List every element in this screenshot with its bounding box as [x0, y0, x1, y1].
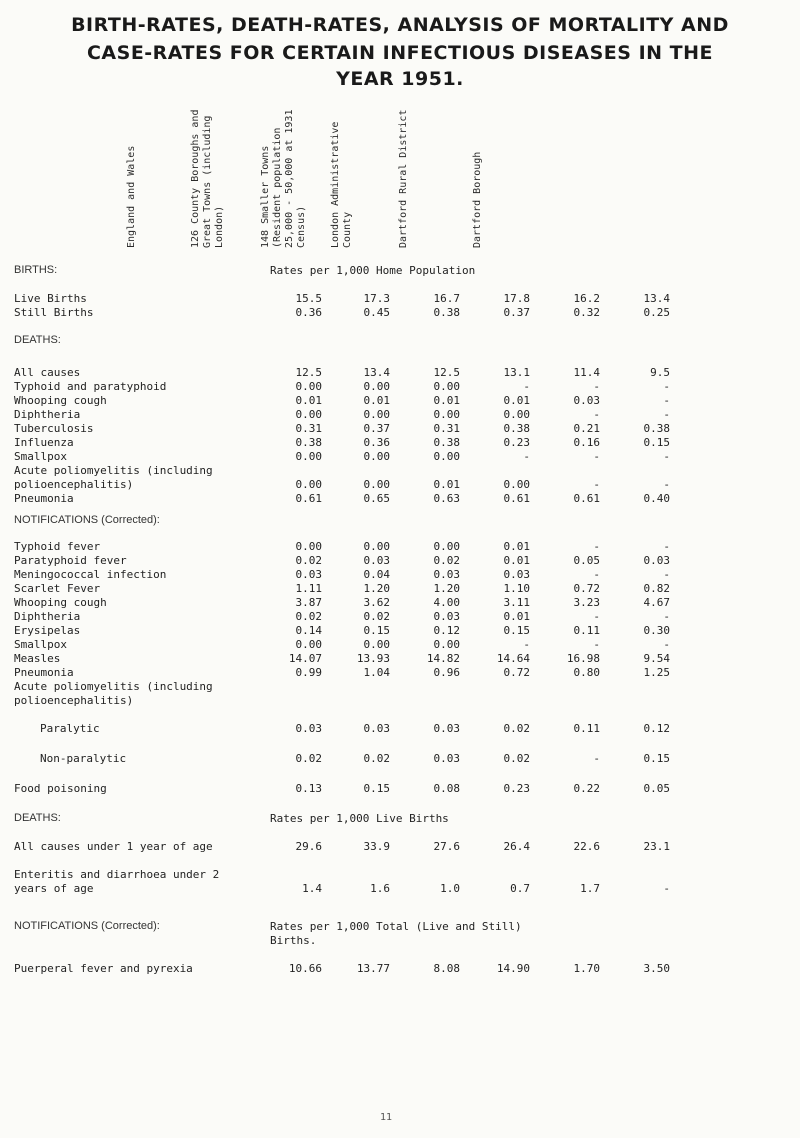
table-cell: -	[663, 394, 670, 407]
table-cell: 26.4	[503, 840, 530, 853]
table-cell: 11.4	[573, 366, 600, 379]
table-cell: 0.03	[433, 610, 460, 623]
table-cell: 0.00	[433, 540, 460, 553]
table-cell: 0.15	[363, 624, 390, 637]
table-cell: 0.03	[643, 554, 670, 567]
row-label: Diphtheria	[14, 408, 81, 421]
table-cell: 0.00	[433, 380, 460, 393]
column-headers	[0, 98, 800, 258]
deaths-rate-note: Rates per 1,000 Live Births	[270, 812, 449, 825]
table-cell: 0.30	[643, 624, 670, 637]
row-label: Typhoid and paratyphoid	[14, 380, 167, 393]
table-cell: 16.98	[566, 652, 600, 665]
table-cell: 0.04	[363, 568, 390, 581]
row-label: polioencephalitis)	[14, 694, 134, 707]
table-cell: 14.64	[496, 652, 530, 665]
section-deaths-infant: DEATHS:	[14, 812, 61, 824]
table-cell: 0.01	[295, 394, 322, 407]
table-cell: 0.22	[573, 782, 600, 795]
column-header-smaller-towns: 148 Smaller Towns (Resident population 25,000 - 50,000 at 1931 Census)	[260, 109, 307, 248]
table-cell: 17.8	[503, 292, 530, 305]
table-cell: 0.38	[433, 436, 460, 449]
table-cell: 0.03	[363, 722, 390, 735]
table-cell: 4.00	[433, 596, 460, 609]
table-cell: 0.03	[503, 568, 530, 581]
row-label: Non-paralytic	[40, 752, 127, 765]
table-cell: -	[663, 478, 670, 491]
births-rate-note: Rates per 1,000 Home Population	[270, 264, 476, 277]
table-cell: 14.07	[288, 652, 322, 665]
table-cell: 0.61	[295, 492, 322, 505]
table-cell: -	[663, 450, 670, 463]
row-label: Smallpox	[14, 638, 67, 651]
table-cell: 0.02	[503, 722, 530, 735]
page-number: 11	[380, 1112, 393, 1123]
table-cell: 14.90	[496, 962, 530, 975]
row-label: Pneumonia	[14, 492, 74, 505]
table-cell: 0.38	[503, 422, 530, 435]
row-label: Enteritis and diarrhoea under 2	[14, 868, 220, 881]
table-cell: -	[593, 752, 600, 765]
table-cell: 0.37	[503, 306, 530, 319]
table-cell: 33.9	[363, 840, 390, 853]
title-line-3: YEAR 1951.	[336, 68, 464, 90]
table-cell: 13.4	[363, 366, 390, 379]
table-cell: 0.03	[573, 394, 600, 407]
table-cell: 17.3	[363, 292, 390, 305]
table-cell: 0.02	[433, 554, 460, 567]
table-cell: 0.01	[503, 540, 530, 553]
table-cell: 0.82	[643, 582, 670, 595]
table-cell: -	[663, 380, 670, 393]
table-cell: 0.96	[433, 666, 460, 679]
table-cell: 0.03	[433, 752, 460, 765]
row-label: polioencephalitis)	[14, 478, 134, 491]
column-header-dartford-rural: Dartford Rural District	[398, 109, 409, 248]
table-cell: 0.00	[295, 408, 322, 421]
table-cell: 0.02	[363, 752, 390, 765]
table-cell: 0.63	[433, 492, 460, 505]
table-cell: 0.21	[573, 422, 600, 435]
table-cell: 1.20	[433, 582, 460, 595]
section-births: BIRTHS:	[14, 264, 58, 276]
table-cell: 9.54	[643, 652, 670, 665]
table-cell: -	[663, 638, 670, 651]
table-cell: 0.05	[573, 554, 600, 567]
table-cell: 0.01	[433, 478, 460, 491]
row-label: Food poisoning	[14, 782, 107, 795]
table-cell: 0.72	[503, 666, 530, 679]
row-label: years of age	[14, 882, 94, 895]
table-cell: 0.01	[503, 610, 530, 623]
row-label: Influenza	[14, 436, 74, 449]
table-cell: 0.00	[433, 408, 460, 421]
table-cell: 3.87	[295, 596, 322, 609]
table-cell: -	[663, 408, 670, 421]
table-cell: 0.80	[573, 666, 600, 679]
column-header-england-wales: England and Wales	[126, 145, 137, 248]
table-cell: 0.11	[573, 722, 600, 735]
row-label: Acute poliomyelitis (including	[14, 464, 213, 477]
table-cell: 3.11	[503, 596, 530, 609]
table-cell: 10.66	[288, 962, 322, 975]
table-cell: -	[593, 540, 600, 553]
table-cell: 0.12	[643, 722, 670, 735]
row-label: Paratyphoid fever	[14, 554, 127, 567]
table-cell: 0.00	[363, 380, 390, 393]
table-cell: 15.5	[295, 292, 322, 305]
row-label: Typhoid fever	[14, 540, 101, 553]
row-label: Puerperal fever and pyrexia	[14, 962, 193, 975]
table-cell: -	[593, 478, 600, 491]
table-cell: 0.15	[643, 752, 670, 765]
table-cell: 0.02	[295, 610, 322, 623]
table-cell: 27.6	[433, 840, 460, 853]
table-cell: 13.93	[356, 652, 390, 665]
table-cell: 3.23	[573, 596, 600, 609]
table-cell: 1.04	[363, 666, 390, 679]
table-cell: 0.01	[503, 554, 530, 567]
table-cell: 29.6	[295, 840, 322, 853]
table-cell: 0.16	[573, 436, 600, 449]
table-cell: 22.6	[573, 840, 600, 853]
table-cell: 0.72	[573, 582, 600, 595]
column-header-dartford-borough: Dartford Borough	[472, 151, 483, 248]
table-cell: 0.11	[573, 624, 600, 637]
table-cell: 0.15	[643, 436, 670, 449]
table-cell: 0.61	[573, 492, 600, 505]
table-cell: 0.00	[363, 478, 390, 491]
table-cell: 0.02	[363, 610, 390, 623]
row-label: Pneumonia	[14, 666, 74, 679]
title-line-1: BIRTH-RATES, DEATH-RATES, ANALYSIS OF MORTALITY AND	[71, 14, 729, 36]
table-cell: 14.82	[426, 652, 460, 665]
table-cell: 3.62	[363, 596, 390, 609]
table-cell: 16.7	[433, 292, 460, 305]
row-label: Whooping cough	[14, 596, 107, 609]
table-cell: 0.45	[363, 306, 390, 319]
table-cell: 0.31	[433, 422, 460, 435]
table-cell: 23.1	[643, 840, 670, 853]
table-cell: 1.11	[295, 582, 322, 595]
table-cell: 0.05	[643, 782, 670, 795]
table-cell: 0.23	[503, 436, 530, 449]
notifications-rate-note-1: Rates per 1,000 Total (Live and Still)	[270, 920, 522, 933]
table-cell: 0.99	[295, 666, 322, 679]
table-cell: 1.7	[580, 882, 600, 895]
table-cell: 0.03	[433, 722, 460, 735]
table-cell: 0.37	[363, 422, 390, 435]
table-cell: 0.01	[363, 394, 390, 407]
table-cell: 0.00	[363, 638, 390, 651]
row-label: Paralytic	[40, 722, 100, 735]
table-cell: 0.08	[433, 782, 460, 795]
row-label: Acute poliomyelitis (including	[14, 680, 213, 693]
table-cell: -	[523, 380, 530, 393]
table-cell: 0.7	[510, 882, 530, 895]
table-cell: 0.03	[295, 722, 322, 735]
table-cell: 0.23	[503, 782, 530, 795]
row-label: Tuberculosis	[14, 422, 94, 435]
table-cell: 1.0	[440, 882, 460, 895]
table-cell: 3.50	[643, 962, 670, 975]
table-cell: 0.36	[295, 306, 322, 319]
table-cell: -	[663, 540, 670, 553]
table-cell: 1.10	[503, 582, 530, 595]
table-cell: 12.5	[433, 366, 460, 379]
title-line-2: CASE-RATES FOR CERTAIN INFECTIOUS DISEASES IN THE	[86, 42, 714, 64]
row-label: Whooping cough	[14, 394, 107, 407]
table-cell: -	[663, 610, 670, 623]
row-label: Measles	[14, 652, 61, 665]
section-notifications-puerperal: NOTIFICATIONS (Corrected):	[14, 920, 160, 932]
table-cell: 0.12	[433, 624, 460, 637]
table-cell: 0.61	[503, 492, 530, 505]
table-cell: 8.08	[433, 962, 460, 975]
table-cell: 0.15	[363, 782, 390, 795]
table-cell: 0.14	[295, 624, 322, 637]
table-cell: 13.77	[356, 962, 390, 975]
table-cell: 16.2	[573, 292, 600, 305]
table-cell: 1.6	[370, 882, 390, 895]
table-cell: -	[593, 568, 600, 581]
table-cell: 0.01	[503, 394, 530, 407]
table-cell: 0.00	[295, 450, 322, 463]
table-cell: 0.00	[295, 638, 322, 651]
table-cell: 1.70	[573, 962, 600, 975]
table-cell: -	[663, 568, 670, 581]
table-cell: 0.01	[433, 394, 460, 407]
table-cell: -	[593, 380, 600, 393]
table-cell: 0.02	[503, 752, 530, 765]
table-cell: 0.32	[573, 306, 600, 319]
column-header-london: London Administrative County	[330, 121, 353, 248]
table-cell: 0.31	[295, 422, 322, 435]
table-cell: -	[663, 882, 670, 895]
table-cell: 0.00	[503, 478, 530, 491]
table-cell: 0.03	[433, 568, 460, 581]
table-cell: 0.25	[643, 306, 670, 319]
table-cell: 0.00	[363, 408, 390, 421]
table-cell: 0.00	[433, 638, 460, 651]
table-cell: 1.20	[363, 582, 390, 595]
table-cell: 0.02	[295, 554, 322, 567]
table-cell: -	[523, 638, 530, 651]
notifications-rate-note-2: Births.	[270, 934, 317, 947]
table-cell: 0.00	[503, 408, 530, 421]
table-cell: 0.65	[363, 492, 390, 505]
table-cell: 0.02	[295, 752, 322, 765]
table-cell: 1.25	[643, 666, 670, 679]
table-cell: 12.5	[295, 366, 322, 379]
row-label: All causes	[14, 366, 81, 379]
row-label: Erysipelas	[14, 624, 81, 637]
table-cell: -	[523, 450, 530, 463]
table-cell: -	[593, 450, 600, 463]
table-cell: 0.13	[295, 782, 322, 795]
table-cell: -	[593, 610, 600, 623]
table-cell: 0.00	[363, 450, 390, 463]
table-cell: 13.4	[643, 292, 670, 305]
table-cell: 0.38	[433, 306, 460, 319]
table-cell: 0.38	[295, 436, 322, 449]
row-label: Meningococcal infection	[14, 568, 167, 581]
table-cell: 0.40	[643, 492, 670, 505]
table-cell: 0.00	[433, 450, 460, 463]
row-label: All causes under 1 year of age	[14, 840, 213, 853]
table-cell: 9.5	[650, 366, 670, 379]
row-label: Smallpox	[14, 450, 67, 463]
row-label: Still Births	[14, 306, 94, 319]
row-label: Diphtheria	[14, 610, 81, 623]
row-label: Live Births	[14, 292, 87, 305]
section-deaths: DEATHS:	[14, 334, 61, 346]
table-cell: -	[593, 408, 600, 421]
table-cell: 0.00	[363, 540, 390, 553]
table-cell: 4.67	[643, 596, 670, 609]
table-cell: 0.00	[295, 540, 322, 553]
table-cell: 0.03	[295, 568, 322, 581]
section-notifications: NOTIFICATIONS (Corrected):	[14, 514, 160, 526]
row-label: Scarlet Fever	[14, 582, 101, 595]
table-cell: -	[593, 638, 600, 651]
table-cell: 0.15	[503, 624, 530, 637]
table-cell: 0.03	[363, 554, 390, 567]
table-cell: 13.1	[503, 366, 530, 379]
table-cell: 0.38	[643, 422, 670, 435]
table-cell: 1.4	[302, 882, 322, 895]
table-cell: 0.00	[295, 478, 322, 491]
table-cell: 0.00	[295, 380, 322, 393]
table-cell: 0.36	[363, 436, 390, 449]
column-header-county-boroughs: 126 County Boroughs and Great Towns (including London)	[190, 109, 225, 248]
